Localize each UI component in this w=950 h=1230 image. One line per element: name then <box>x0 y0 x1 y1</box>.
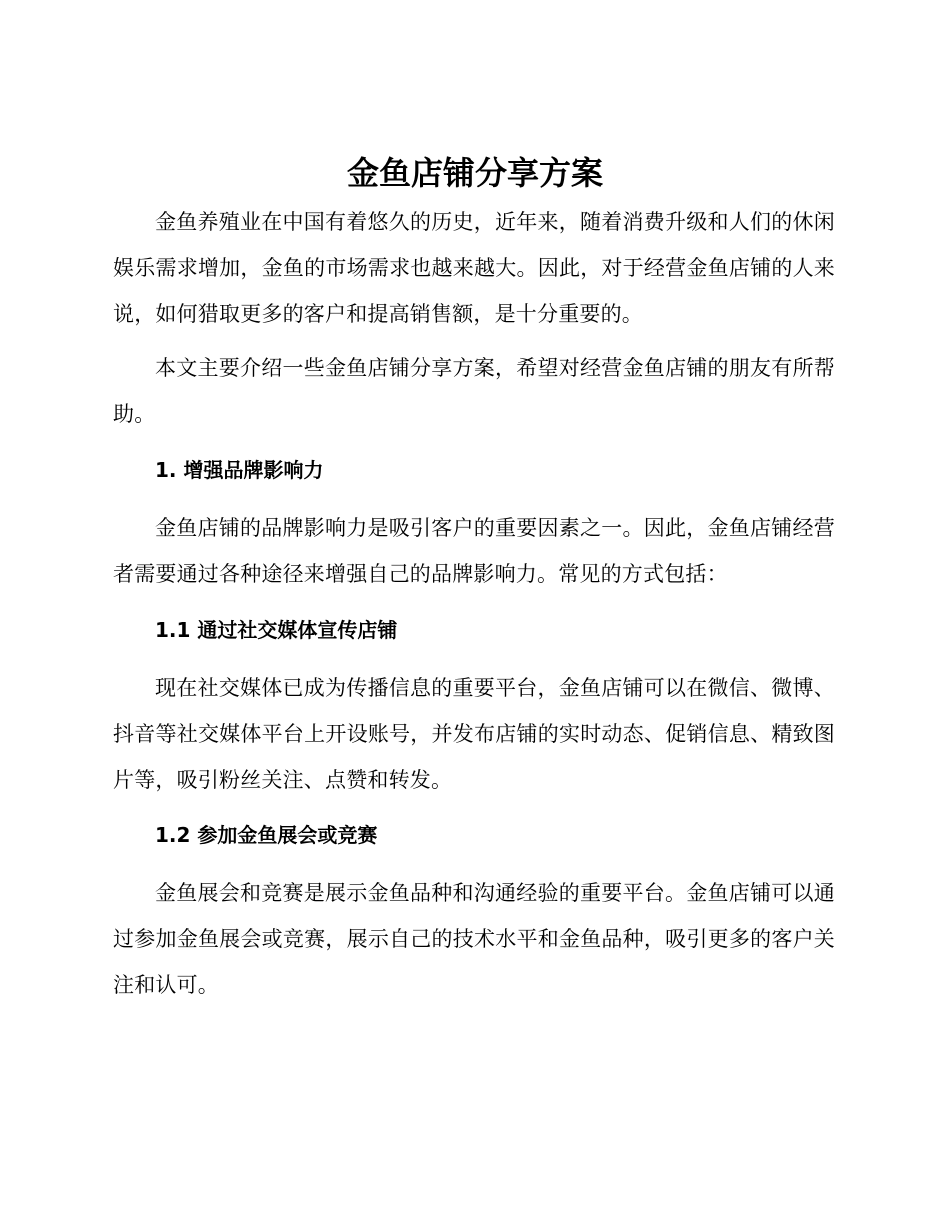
section-1-2-paragraph: 金鱼展会和竞赛是展示金鱼品种和沟通经验的重要平台。金鱼店铺可以通过参加金鱼展会或竞赛，展示自己的技术水平和金鱼品种，吸引更多的客户关注和认可。 <box>113 881 835 997</box>
section-1-2-heading: 1.2 参加金鱼展会或竞赛 <box>155 823 378 847</box>
section-1-heading: 1. 增强品牌影响力 <box>155 458 324 482</box>
intro-paragraph-2: 本文主要介绍一些金鱼店铺分享方案，希望对经营金鱼店铺的朋友有所帮助。 <box>113 356 835 426</box>
section-1-paragraph: 金鱼店铺的品牌影响力是吸引客户的重要因素之一。因此，金鱼店铺经营者需要通过各种途径来增强自己的品牌影响力。常见的方式包括： <box>113 516 835 586</box>
section-1-1-paragraph: 现在社交媒体已成为传播信息的重要平台，金鱼店铺可以在微信、微博、抖音等社交媒体平台上开设账号，并发布店铺的实时动态、促销信息、精致图片等，吸引粉丝关注、点赞和转发。 <box>113 676 835 792</box>
section-1-1-heading: 1.1 通过社交媒体宣传店铺 <box>155 618 398 642</box>
intro-paragraph-1: 金鱼养殖业在中国有着悠久的历史，近年来，随着消费升级和人们的休闲娱乐需求增加，金鱼的市场需求也越来越大。因此，对于经营金鱼店铺的人来说，如何猎取更多的客户和提高销售额，是十分重要的。 <box>113 210 835 326</box>
document-title: 金鱼店铺分享方案 <box>346 154 603 192</box>
